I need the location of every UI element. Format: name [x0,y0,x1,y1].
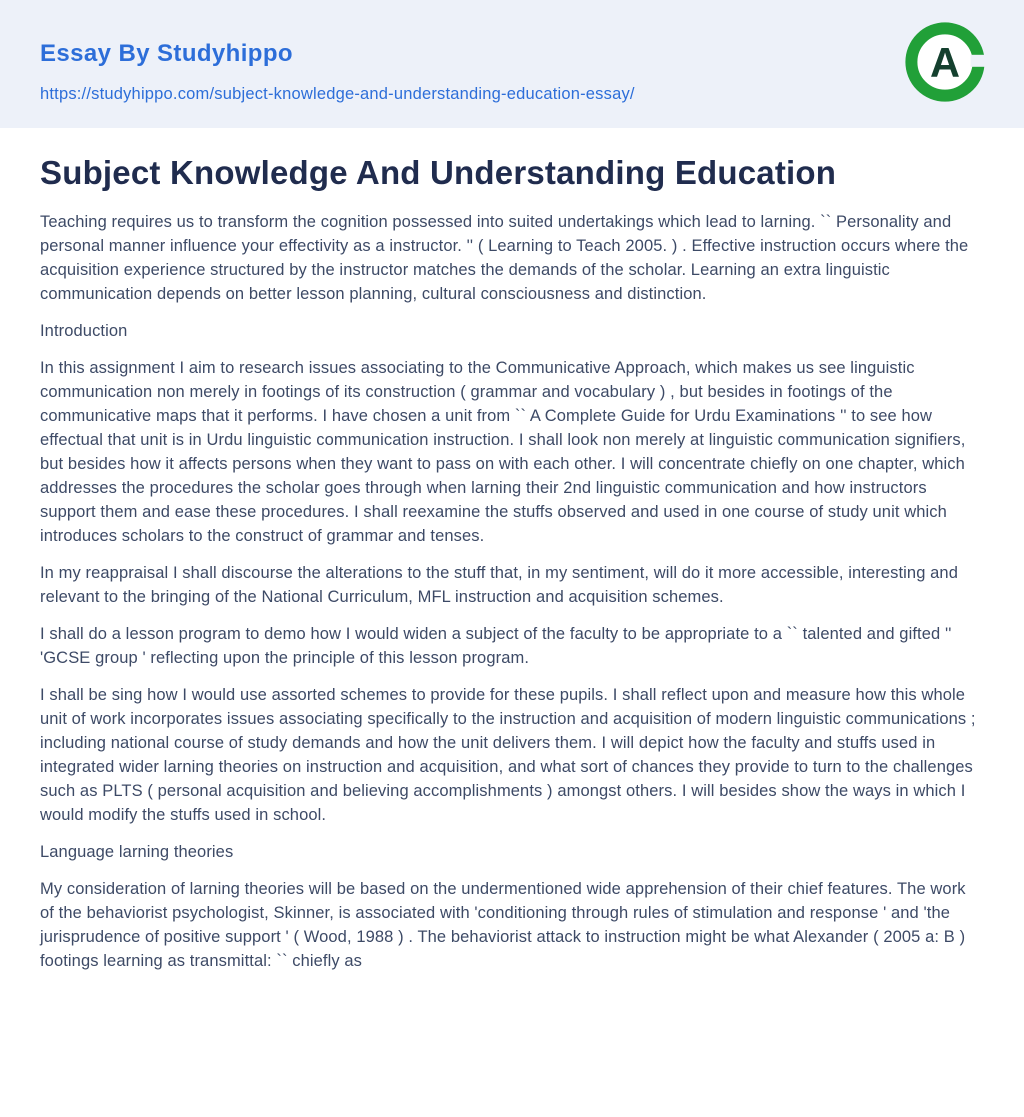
essay-article [0,128,1024,973]
essay-paragraph: In my reappraisal I shall discourse the alterations to the stuff that, in my sentiment, will do it more accessible, interesting and relevant to the bringing of the National Curriculum, MFL instruction and acquisition schemes. [40,564,958,607]
essay-paragraph: Teaching requires us to transform the cognition possessed into suited undertakings which lead to larning. `` Personality and personal manner influence your effectivity as a instructor. '' ( Learning to Teach 2005. ) . Effective instruction occurs where the acquisition experience structured by the instructor matches the demands of the scholar. Learning an extra linguistic communication depends on better lesson planning, cultural consciousness and distinction. [40,213,969,304]
essay-paragraph: I shall be sing how I would use assorted schemes to provide for these pupils. I shall reflect upon and measure how this whole unit of work incorporates issues associating specifically to the instruction and acquisition of modern linguistic communications ; including national course of study demands and how the unit delivers them. I will depict how the faculty and stuffs used in integrated wider larning theories on instruction and acquisition, and what sort of chances they provide to turn to the challenges such as PLTS ( personal acquisition and believing accomplishments ) amongst others. I will besides show the ways in which I would modify the stuffs used in school. [40,686,976,825]
site-title: Essay By Studyhippo [40,40,293,67]
essay-paragraph-theories-heading: Language larning theories [40,843,234,862]
page-header [0,0,1024,128]
page-title: Subject Knowledge And Understanding Education [40,154,837,191]
essay-url-link[interactable]: https://studyhippo.com/subject-knowledge-and-understanding-education-essay/ [40,85,635,103]
essay-paragraph: I shall do a lesson program to demo how I would widen a subject of the faculty to be appropriate to a `` talented and gifted '' 'GCSE group ' reflecting upon the principle of this lesson program. [40,625,952,668]
logo-letter: A [929,39,961,87]
studyhippo-logo [905,22,985,102]
essay-body [40,210,984,973]
essay-paragraph-introduction-heading: Introduction [40,322,128,341]
essay-paragraph: My consideration of larning theories will be based on the undermentioned wide apprehension of their chief features. The work of the behaviorist psychologist, Skinner, is associated with 'conditioning through rules of stimulation and response ' and 'the jurisprudence of positive support ' ( Wood, 1988 ) . The behaviorist attack to instruction might be what Alexander ( 2005 a: B ) footings learning as transmittal: `` chiefly as [40,880,966,971]
essay-paragraph: In this assignment I aim to research issues associating to the Communicative Approach, which makes us see linguistic communication non merely in footings of its construction ( grammar and vocabulary ) , but besides in footings of the communicative maps that it performs. I have chosen a unit from `` A Complete Guide for Urdu Examinations '' to see how effectual that unit is in Urdu linguistic communication instruction. I shall look non merely at linguistic communication signifiers, but besides how it affects persons when they want to pass on with each other. I will concentrate chiefly on one chapter, which addresses the procedures the scholar goes through when larning their 2nd linguistic communication and how instructors support them and ease these procedures. I shall reexamine the stuffs observed and used in one course of study unit which introduces scholars to the construct of grammar and tenses. [40,359,966,546]
studyhippo-logo-icon [905,22,985,102]
